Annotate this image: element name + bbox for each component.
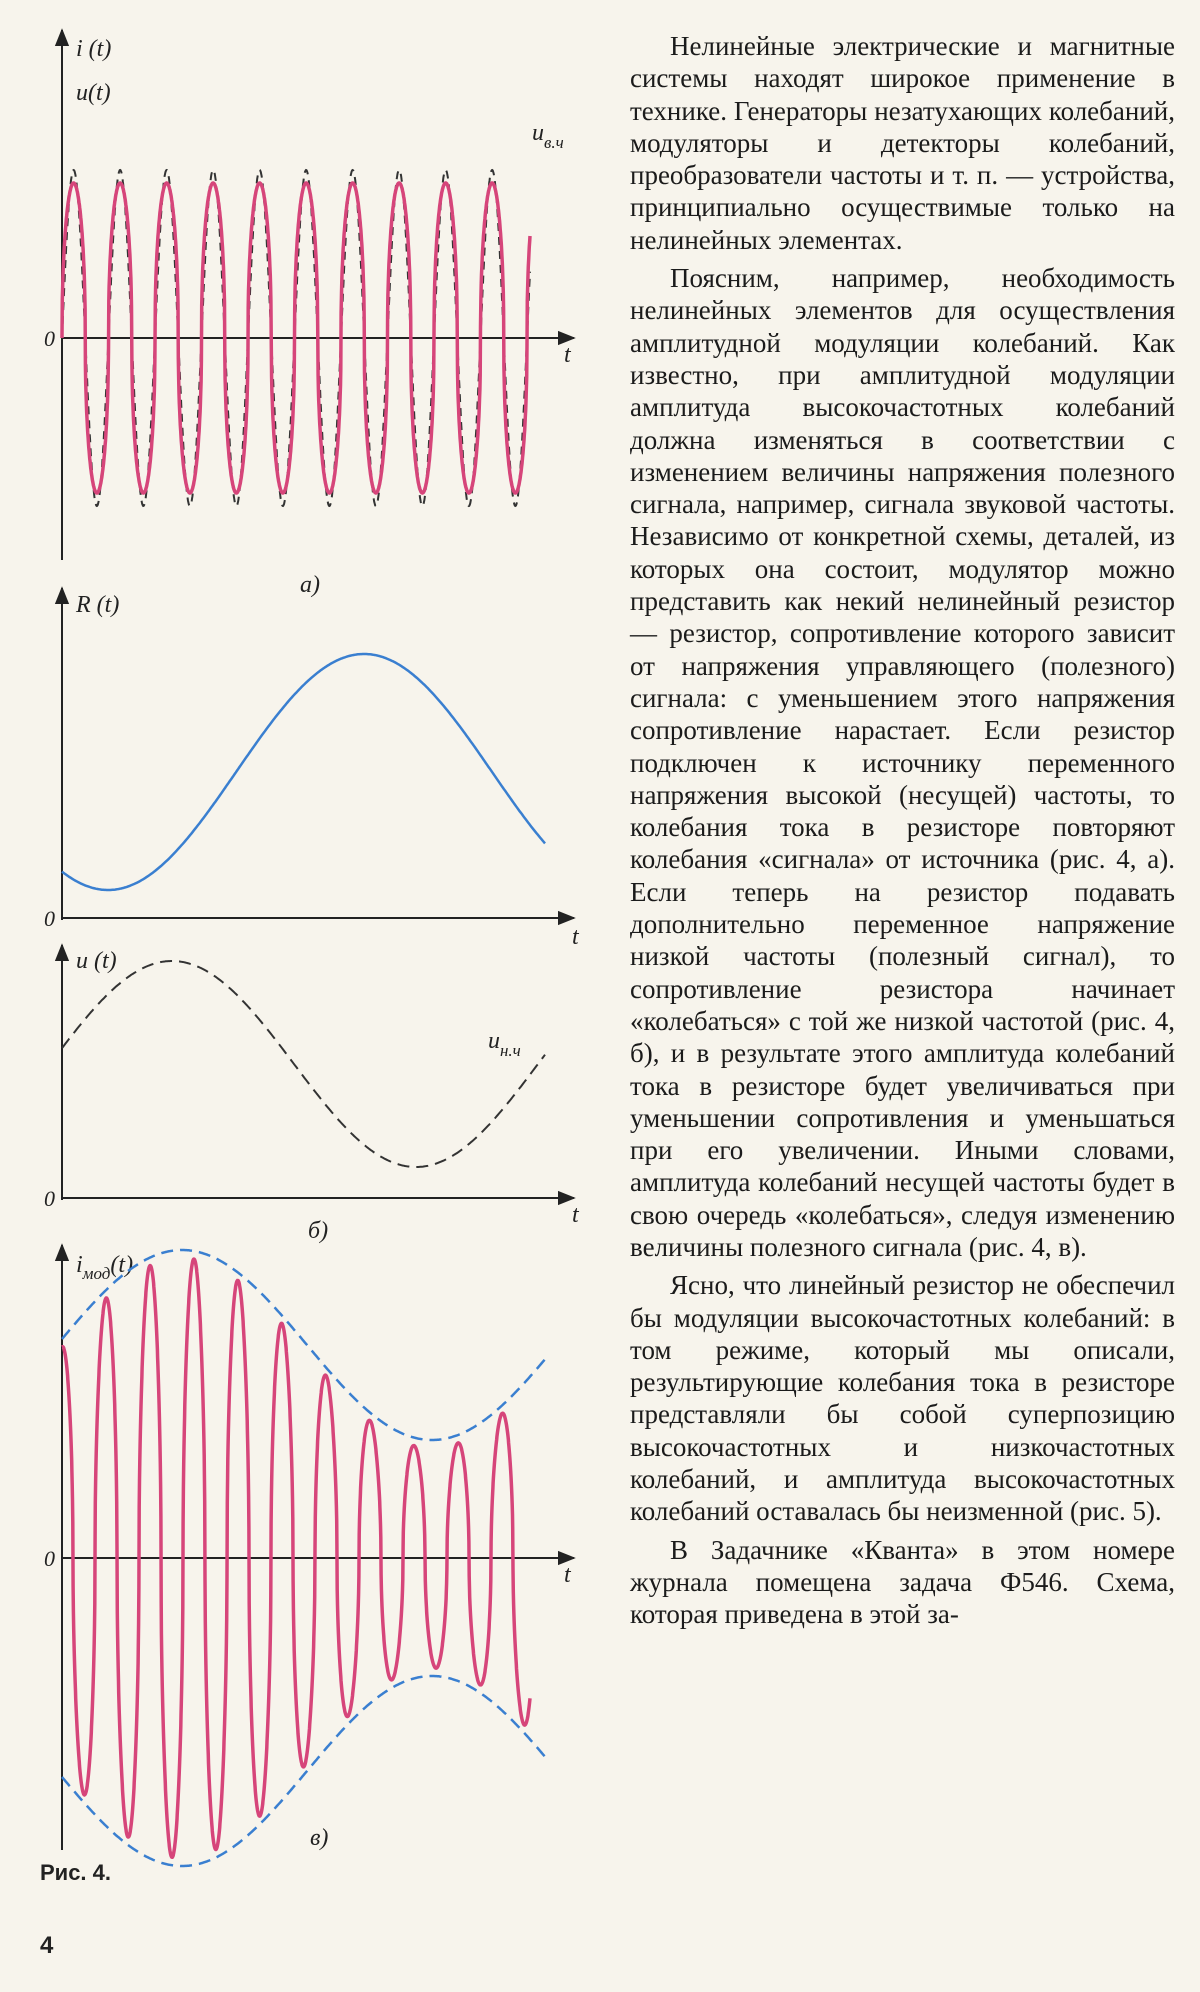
panel-b1-zero: 0 — [44, 906, 55, 931]
paragraph-1: Нелинейные электрические и магнитные системы находят широкое применение в технике. Генераторы незатухающих колебаний, модуляторы и детекторы колебаний, преобразователи частоты и т. п. — устройства, принципиально осуществимые только на нелинейных элементах. — [630, 31, 1175, 255]
panel-b2-y-label: u (t) — [76, 948, 117, 974]
panel-b2-zero: 0 — [44, 1186, 55, 1211]
figure-4 — [0, 0, 620, 1900]
low-frequency-signal-curve — [62, 961, 545, 1167]
panel-b1-y-label: R (t) — [76, 592, 120, 618]
panel-v-zero: 0 — [44, 1546, 55, 1571]
paragraph-2: Поясним, например, необходимость нелинейных элементов для осуществления амплитудной модуляции колебаний. Как известно, при амплитудной модуляции амплитуда высокочастотных колебаний должна изменяться в соответствии с изменением величины напряжения полезного сигнала, например, сигнала звуковой частоты. Независимо от конкретной схемы, деталей, из которых она состоит, модулятор можно представить как некий нелинейный резистор — резистор, сопротивление которого зависит от напряжения управляющего (полезного) сигнала: с уменьшением этого напряжения сопротивление нарастает. Если резистор подключен к источнику переменного напряжения высокой (несущей) частоты, то колебания тока в резисторе повторяют колебания «сигнала» от источника (рис. 4, а). Если теперь на резистор подавать дополнительно переменное напряжение низкой частоты (полезный сигнал), то сопротивление резистора начинает «колебаться» с той же низкой частотой (рис. 4, б), и в результате этого амплитуда колебаний тока в резисторе будет увеличиваться при уменьшении сопротивления и уменьшаться при его увеличении. Иными словами, амплитуда колебаний несущей частоты будет в свою очередь «колебаться», следуя изменению величины полезного сигнала (рис. 4, в). — [630, 263, 1175, 1262]
panel-b1-x-label: t — [572, 924, 579, 950]
panel-a-letter: а) — [300, 572, 320, 598]
resistance-curve — [62, 654, 545, 890]
panel-a — [44, 30, 574, 598]
panel-b-resistance — [44, 588, 580, 950]
panel-a-x-label: t — [564, 342, 571, 368]
panel-b2-curve-label: $u_{н.ч}$ — [488, 1028, 521, 1060]
page-number: 4 — [40, 1932, 54, 1959]
paragraph-4: В Задачнике «Кванта» в этом номере журнала помещена задача Ф546. Схема, которая приведена в этой за- — [630, 1534, 1175, 1630]
panel-b-letter: б) — [308, 1218, 329, 1244]
panel-a-zero: 0 — [44, 326, 55, 351]
figure-caption: Рис. 4. — [40, 1860, 112, 1885]
panel-v-x-label: t — [564, 1562, 571, 1588]
panel-a-y-label-2: u(t) — [76, 80, 111, 106]
panel-v-y-label: $i_{мод}(t)$ — [76, 1252, 134, 1283]
panel-v-letter: в) — [310, 1825, 329, 1851]
article-text — [630, 30, 1175, 1637]
panel-a-curve-label: $u_{в.ч}$ — [532, 120, 564, 152]
panel-v — [44, 1245, 574, 1866]
envelope-upper — [62, 1250, 545, 1440]
panel-b-signal — [44, 945, 580, 1244]
paragraph-3: Ясно, что линейный резистор не обеспечил бы модуляции высокочастотных колебаний: в том режиме, который мы описали, результирующие колебания тока в резисторе представляли бы собой суперпозицию высокочастотных и низкочастотных колебаний, и амплитуда высокочастотных колебаний оставалась бы неизменной (рис. 5). — [630, 1270, 1175, 1527]
panel-a-y-label: i (t) — [76, 36, 112, 62]
panel-b2-x-label: t — [572, 1202, 579, 1228]
